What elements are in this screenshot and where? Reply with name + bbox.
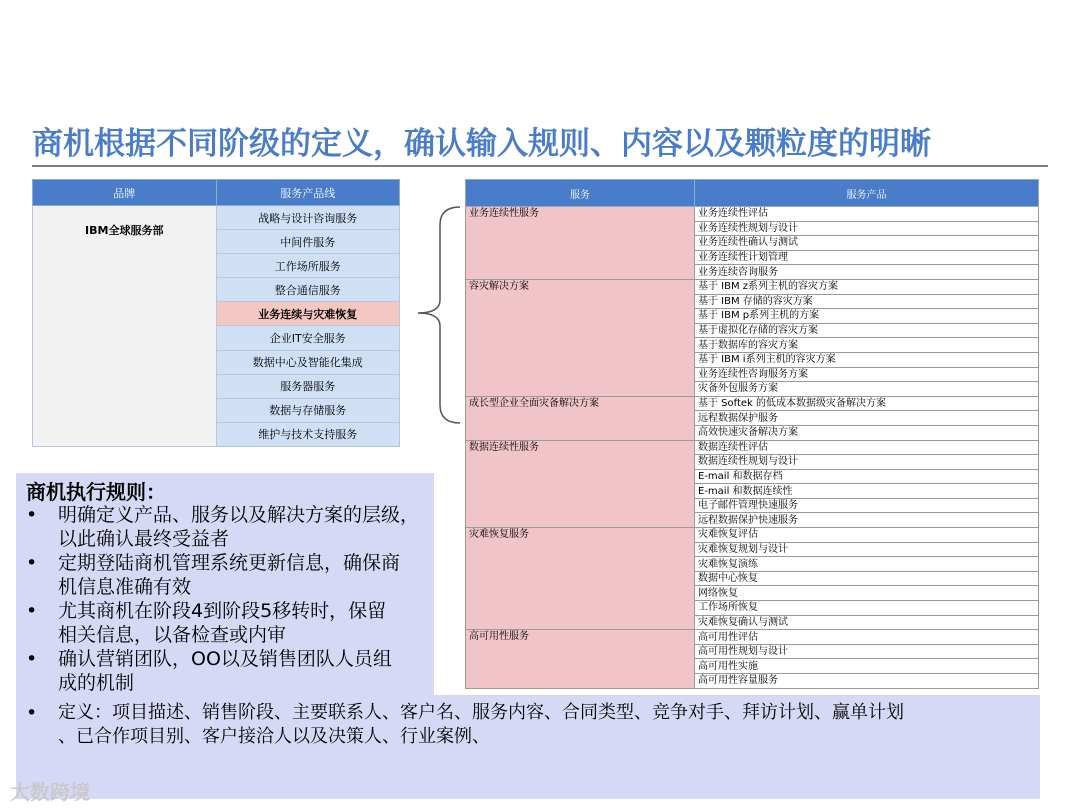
service-line-cell: 中间件服务: [216, 230, 400, 254]
service-product-cell: 灾难恢复规划与设计: [695, 542, 1039, 557]
service-line-cell: 战略与设计咨询服务: [216, 206, 400, 230]
service-product-cell: 基于数据库的容灾方案: [695, 338, 1039, 353]
service-product-cell: E-mail 和数据存档: [695, 469, 1039, 484]
service-line-cell: 工作场所服务: [216, 254, 400, 278]
service-product-cell: 业务连续性规划与设计: [695, 221, 1039, 236]
service-product-cell: 灾难恢复演练: [695, 557, 1039, 572]
header-service: 服务: [466, 180, 695, 207]
brand-service-line-table: [32, 179, 400, 447]
service-product-cell: 基于 IBM p系列主机的方案: [695, 309, 1039, 324]
service-product-cell: 高可用性实施: [695, 659, 1039, 674]
page-title: 商机根据不同阶级的定义，确认输入规则、内容以及颗粒度的明晰: [32, 126, 931, 162]
rule-item-2: • 定期登陆商机管理系统更新信息，确保商 机信息准确有效: [26, 552, 401, 598]
service-product-cell: 远程数据保护服务: [695, 411, 1039, 426]
rule-item-5-line1: 定义：项目描述、销售阶段、主要联系人、客户名、服务内容、合同类型、竞争对手、拜访计划、赢单计划: [58, 702, 904, 723]
service-product-cell: 高可用性评估: [695, 630, 1039, 645]
header-service-product: 服务产品: [695, 180, 1039, 207]
brand-cell: IBM全球服务部: [33, 206, 217, 447]
service-cell: 容灾解决方案: [466, 279, 695, 396]
service-cell: 数据连续性服务: [466, 440, 695, 528]
rule-item-1-line1: 明确定义产品、服务以及解决方案的层级，: [58, 504, 420, 526]
rule-item-1: • 明确定义产品、服务以及解决方案的层级， 以此确认最终受益者: [26, 504, 420, 550]
service-product-cell: E-mail 和数据连续性: [695, 484, 1039, 499]
service-product-cell: 数据中心恢复: [695, 571, 1039, 586]
service-product-cell: 数据连续性评估: [695, 440, 1039, 455]
service-product-cell: 网络恢复: [695, 586, 1039, 601]
service-product-cell: 基于 Softek 的低成本数据级灾备解决方案: [695, 396, 1039, 411]
rule-item-4-line2: 成的机制: [58, 672, 135, 694]
service-product-cell: 业务连续咨询服务: [695, 265, 1039, 280]
rule-item-1-line2: 以此确认最终受益者: [58, 528, 230, 550]
service-product-cell: 业务连续性咨询服务方案: [695, 367, 1039, 382]
brace-connector: [412, 205, 462, 425]
service-line-cell: 数据与存储服务: [216, 398, 400, 422]
title-divider: [32, 165, 1048, 167]
rule-item-3: • 尤其商机在阶段4到阶段5移转时，保留 相关信息，以备检查或内审: [26, 600, 387, 646]
header-brand: 品牌: [33, 180, 217, 206]
service-line-cell: 企业IT安全服务: [216, 326, 400, 350]
service-product-cell: 灾难恢复确认与测试: [695, 615, 1039, 630]
rule-item-2-line2: 机信息准确有效: [58, 576, 192, 598]
service-product-cell: 基于 IBM z系列主机的容灾方案: [695, 279, 1039, 294]
service-product-cell: 高可用性规划与设计: [695, 644, 1039, 659]
rule-item-5-line2: 、已合作项目别、客户接洽人以及决策人、行业案例、: [58, 726, 490, 747]
service-line-cell: 维护与技术支持服务: [216, 422, 400, 446]
service-cell: 业务连续性服务: [466, 207, 695, 280]
rule-item-4-line1: 确认营销团队，OO以及销售团队人员组: [58, 648, 392, 670]
rule-item-4: • 确认营销团队，OO以及销售团队人员组 成的机制: [26, 648, 392, 694]
rule-item-5: • 定义：项目描述、销售阶段、主要联系人、客户名、服务内容、合同类型、竞争对手、拜访计划、赢单计划 、已合作项目别、客户接洽人以及决策人、行业案例、: [26, 702, 904, 747]
service-product-cell: 基于虚拟化存储的容灾方案: [695, 323, 1039, 338]
service-product-cell: 数据连续性规划与设计: [695, 455, 1039, 470]
service-product-cell: 业务连续性计划管理: [695, 250, 1039, 265]
service-product-cell: 工作场所恢复: [695, 601, 1039, 616]
service-line-cell: 业务连续与灾难恢复: [216, 302, 400, 326]
service-product-cell: 高效快速灾备解决方案: [695, 425, 1039, 440]
service-cell: 灾难恢复服务: [466, 528, 695, 630]
service-cell: 成长型企业全面灾备解决方案: [466, 396, 695, 440]
service-line-cell: 数据中心及智能化集成: [216, 350, 400, 374]
service-product-table: [465, 179, 1039, 689]
rule-item-3-line2: 相关信息，以备检查或内审: [58, 624, 287, 646]
service-product-cell: 灾备外包服务方案: [695, 382, 1039, 397]
service-product-cell: 灾难恢复评估: [695, 528, 1039, 543]
service-product-cell: 基于 IBM i系列主机的容灾方案: [695, 352, 1039, 367]
header-service-line: 服务产品线: [216, 180, 400, 206]
watermark-logo: 大数跨境: [10, 780, 90, 804]
service-product-cell: 业务连续性评估: [695, 207, 1039, 222]
service-product-cell: 高可用性容量服务: [695, 674, 1039, 689]
service-line-cell: 整合通信服务: [216, 278, 400, 302]
service-cell: 高可用性服务: [466, 630, 695, 688]
rule-item-2-line1: 定期登陆商机管理系统更新信息，确保商: [58, 552, 401, 574]
rules-title: 商机执行规则：: [26, 480, 166, 504]
service-product-cell: 业务连续性确认与测试: [695, 236, 1039, 251]
service-product-cell: 电子邮件管理快速服务: [695, 498, 1039, 513]
service-product-cell: 远程数据保护快速服务: [695, 513, 1039, 528]
service-product-cell: 基于 IBM 存储的容灾方案: [695, 294, 1039, 309]
service-line-cell: 服务器服务: [216, 374, 400, 398]
rule-item-3-line1: 尤其商机在阶段4到阶段5移转时，保留: [58, 600, 387, 622]
